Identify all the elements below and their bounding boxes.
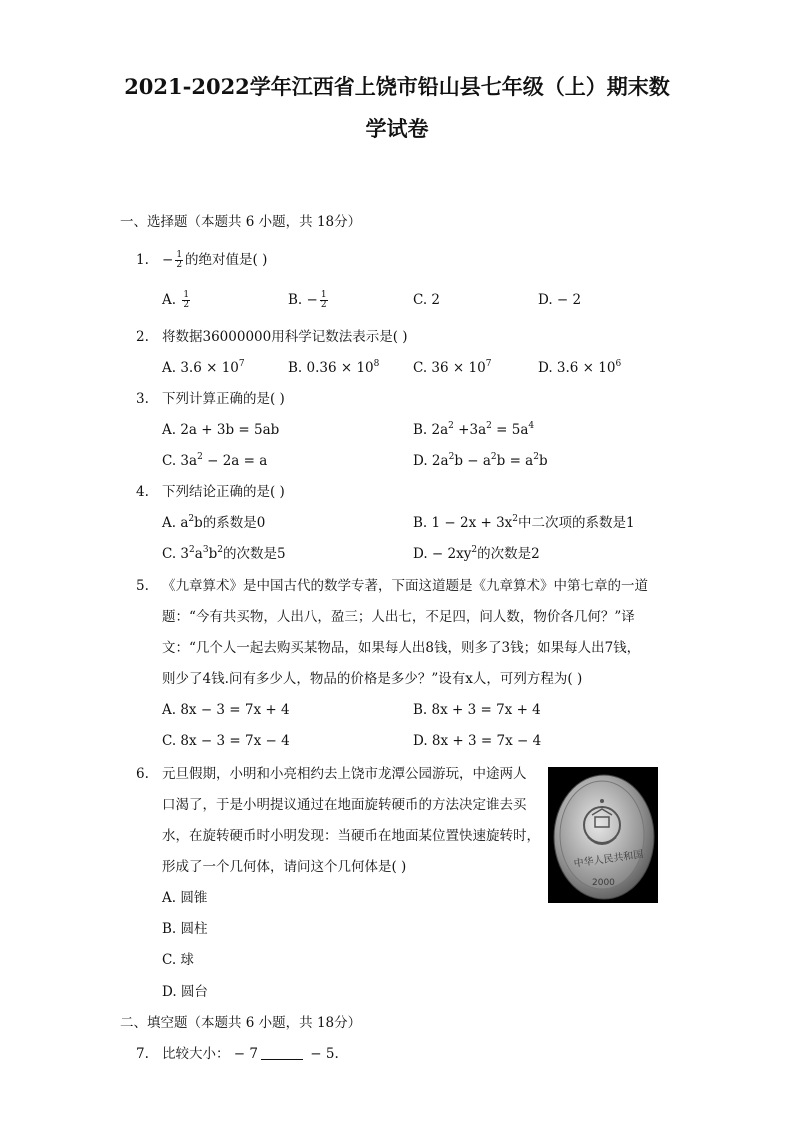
q1-stem (162, 250, 267, 270)
exam-title-line2: 学试卷 (365, 116, 429, 141)
q6-option-d[interactable]: D. 圆台 (162, 984, 208, 1000)
q3-option-c[interactable]: C. $3a^2 - 2a = a$ (162, 452, 268, 469)
q6-line2: 口渴了，于是小明提议通过在地面旋转硬币的方法决定谁去买 (162, 797, 527, 813)
q2-option-a[interactable]: A. $3.6 \times 10^7$ (162, 359, 245, 376)
coin-image (548, 767, 658, 903)
q4-option-d[interactable]: D. − $2xy^2$的次数是2 (413, 545, 540, 562)
q5-option-b[interactable]: B. 8x + 3 = 7x + 4 (413, 702, 541, 718)
q4-number: 4. (136, 484, 149, 500)
q5-option-d[interactable]: D. 8x + 3 = 7x − 4 (413, 733, 542, 749)
section-heading-choice: 一、选择题（本题共 6 小题，共 18分） (120, 214, 362, 230)
q5-line4: 则少了4钱.问有多少人，物品的价格是多少？”设有x人，可列方程为( ) (162, 671, 583, 687)
q1-number: 1. (136, 252, 149, 268)
q1-stem-text: 的绝对值是( ) (185, 252, 268, 268)
section-heading-fill: 二、填空题（本题共 6 小题，共 18分） (120, 1015, 362, 1031)
q6-line3: 水，在旋转硬币时小明发现：当硬币在地面某位置快速旋转时， (162, 828, 540, 844)
q5-number: 5. (136, 578, 149, 594)
q2-option-c[interactable]: C. $36 \times 10^7$ (413, 359, 492, 376)
q6-option-c[interactable]: C. 球 (162, 952, 194, 968)
q3-option-d[interactable]: D. $2a^2b - a^2b = a^2b$ (413, 452, 548, 469)
q5-line3: 文：“几个人一起去购买某物品，如果每人出8钱，则多了3钱；如果每人出7钱， (162, 640, 641, 656)
q7-stem: 比较大小： − 7 − 5. (162, 1046, 339, 1062)
q3-option-b[interactable]: B. $2a^2 +3a^2 = 5a^4$ (413, 421, 535, 438)
q3-option-a[interactable]: A. 2a + 3b = 5ab (162, 422, 280, 438)
q4-stem: 下列结论正确的是( ) (162, 484, 285, 500)
q2-stem: 将数据36000000用科学记数法表示是( ) (162, 329, 408, 345)
q5-option-a[interactable]: A. 8x − 3 = 7x + 4 (162, 702, 290, 718)
q2-option-b[interactable]: B. $0.36 \times 10^8$ (288, 359, 380, 376)
q1-fraction: $\frac{1}{2}$ (176, 250, 183, 270)
q6-option-b[interactable]: B. 圆柱 (162, 921, 208, 937)
q1-option-b[interactable]: B. − $\frac{1}{2}$ (288, 290, 327, 310)
svg-text:2000: 2000 (592, 878, 615, 888)
svg-text:中华人民共和国: 中华人民共和国 (573, 849, 645, 870)
q4-option-a[interactable]: A. $a^2b$的系数是0 (162, 514, 266, 531)
q3-stem: 下列计算正确的是( ) (162, 391, 285, 407)
exam-title-line1: 2021-2022学年江西省上饶市铅山县七年级（上）期末数 (124, 74, 670, 99)
q1-option-d[interactable]: D. − 2 (538, 292, 582, 308)
q6-line1: 元旦假期，小明和小亮相约去上饶市龙潭公园游玩，中途两人 (162, 766, 527, 782)
coin-icon (548, 767, 658, 903)
q2-option-d[interactable]: D. $3.6 \times 10^6$ (538, 359, 622, 376)
exam-title (100, 66, 694, 150)
q7-answer-blank[interactable] (261, 1045, 303, 1060)
q5-line2: 题：“今有共买物，人出八，盈三；人出七，不足四，问人数，物价各几何？”译 (162, 609, 635, 625)
q5-option-c[interactable]: C. 8x − 3 = 7x − 4 (162, 733, 290, 749)
q6-option-a[interactable]: A. 圆锥 (162, 890, 208, 906)
q1-option-c[interactable]: C. 2 (413, 292, 441, 308)
q2-number: 2. (136, 329, 149, 345)
q4-option-c[interactable]: C. $3^2a^3b^2$的次数是5 (162, 545, 286, 562)
q1-sign: − (162, 252, 174, 268)
q5-line1: 《九章算术》是中国古代的数学专著，下面这道题是《九章算术》中第七章的一道 (162, 578, 648, 594)
q4-option-b[interactable]: B. $1 - 2x + 3x^2$中二次项的系数是1 (413, 514, 635, 531)
q6-line4: 形成了一个几何体，请问这个几何体是( ) (162, 859, 407, 875)
q1-option-a[interactable]: A. $\frac{1}{2}$ (162, 290, 190, 310)
q6-number: 6. (136, 766, 149, 782)
q7-number: 7. (136, 1046, 149, 1062)
q3-number: 3. (136, 391, 149, 407)
